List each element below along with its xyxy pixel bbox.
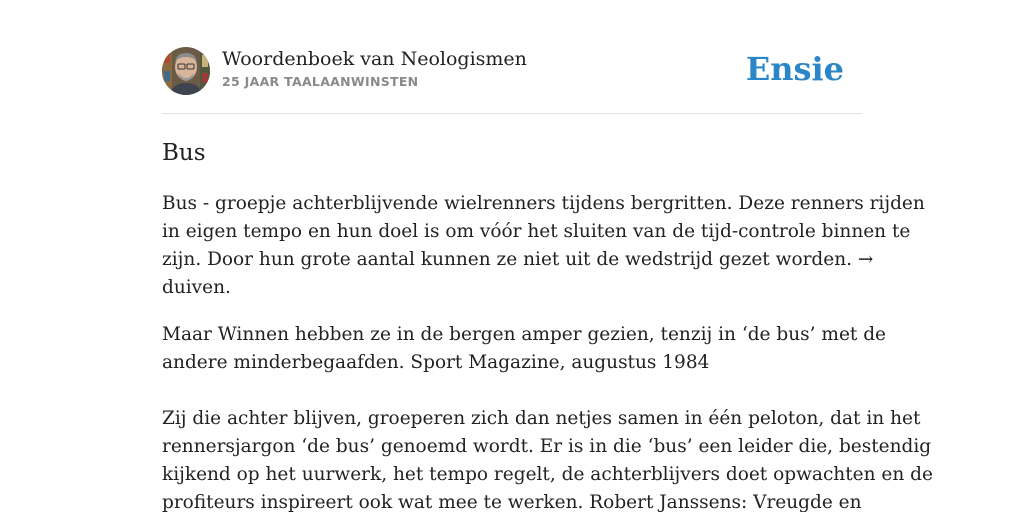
text-line: duiven. (162, 277, 231, 298)
site-title[interactable]: Woordenboek van Neologismen (222, 48, 527, 70)
text-line: zijn. Door hun grote aantal kunnen ze niet uit de wedstrijd gezet worden. → (162, 249, 874, 270)
text-line: andere minderbegaafden. Sport Magazine, augustus 1984 (162, 352, 710, 373)
text-line: Maar Winnen hebben ze in de bergen amper gezien, tenzij in ‘de bus’ met de (162, 324, 886, 345)
site-subtitle: 25 JAAR TAALAANWINSTEN (222, 74, 419, 89)
site-header (162, 47, 862, 95)
entry-title: Bus (162, 140, 206, 166)
entry-body (162, 190, 933, 512)
citation-paragraph (162, 321, 886, 377)
paragraph-spacer (162, 377, 862, 405)
text-line: rennersjargon ‘de bus’ genoemd wordt. Er is in die ‘bus’ een leider die, bestendig (162, 436, 932, 457)
header-divider (162, 113, 862, 114)
ensie-logo-link[interactable]: Ensie (745, 50, 844, 88)
text-line: Bus - groepje achterblijvende wielrenners tijdens bergritten. Deze renners rijden (162, 193, 925, 214)
text-line: Zij die achter blijven, groeperen zich dan netjes samen in één peloton, dat in het (162, 408, 921, 429)
author-portrait-icon (162, 47, 210, 95)
paragraph-spacer (162, 302, 862, 321)
text-line: profiteurs inspireert ook wat mee te werken. Robert Janssens: Vreugde en (162, 492, 862, 512)
text-line: in eigen tempo en hun doel is om vóór het sluiten van de tijd-controle binnen te (162, 221, 911, 242)
text-line: kijkend op het uurwerk, het tempo regelt, de achterblijvers doet opwachten en de (162, 464, 933, 485)
citation-paragraph (162, 405, 933, 512)
definition-paragraph (162, 190, 925, 302)
author-avatar[interactable] (162, 47, 210, 95)
